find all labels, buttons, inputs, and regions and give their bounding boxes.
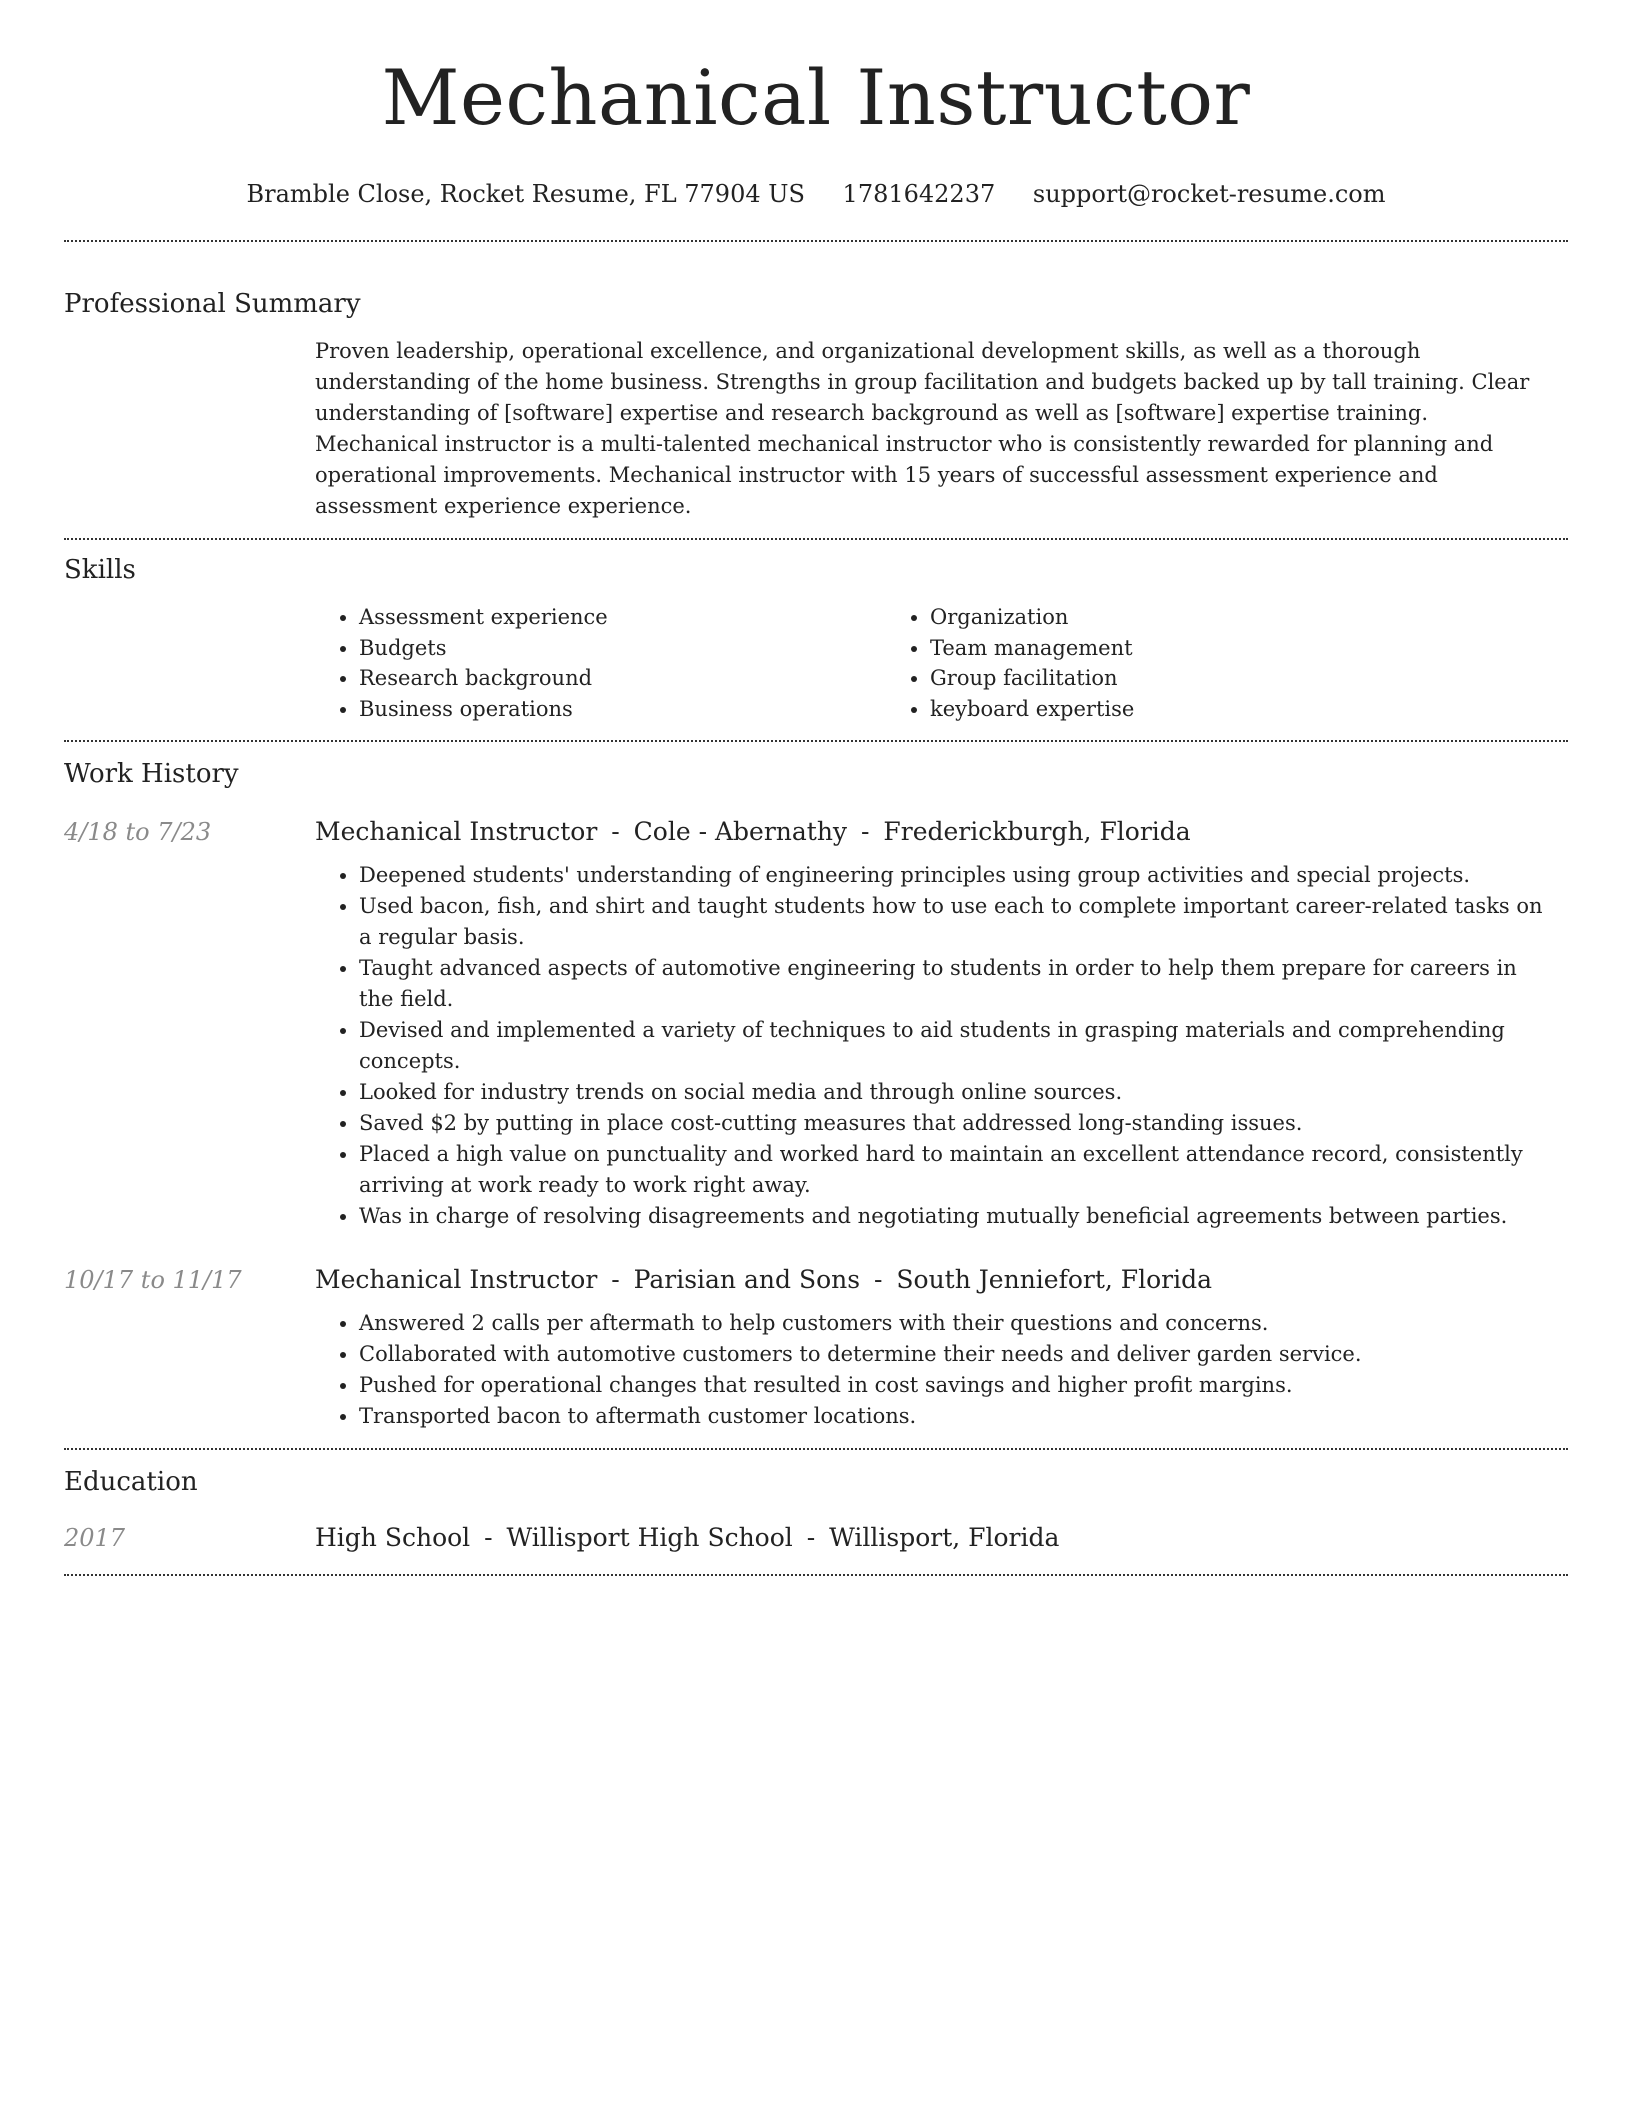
job-bullet: • Taught advanced aspects of automotive engineering to students in order to help them prepare for careers in the field.: [359, 953, 1556, 1015]
job-bullet: • Placed a high value on punctuality and worked hard to maintain an excellent attendance record, consistently arriving at work ready to work right away.: [359, 1139, 1556, 1201]
job-bullet: • Answered 2 calls per aftermath to help customers with their questions and concerns.: [359, 1308, 1556, 1339]
skills-list-right: [930, 602, 1545, 724]
summary-row: [64, 326, 1568, 538]
job-location: Frederickburgh, Florida: [883, 817, 1191, 846]
skill-item: • Team management: [930, 633, 1545, 664]
job-bullet: • Used bacon, fish, and shirt and taught students how to use each to complete important career-related tasks on a regular basis.: [359, 891, 1556, 953]
skill-item: • Budgets: [359, 633, 930, 664]
job-bullet: • Transported bacon to aftermath customer locations.: [359, 1401, 1556, 1432]
job-bullet: • Was in charge of resolving disagreements and negotiating mutually beneficial agreements between parties.: [359, 1201, 1556, 1232]
job-bullet: • Pushed for operational changes that resulted in cost savings and higher profit margins.: [359, 1370, 1556, 1401]
job-dates: 10/17 to 11/17: [64, 1266, 242, 1294]
skill-item: • Assessment experience: [359, 602, 930, 633]
skill-item: • keyboard expertise: [930, 694, 1545, 725]
job-bullets: [315, 860, 1568, 1232]
job-company: Parisian and Sons: [633, 1265, 861, 1294]
resume-name: Mechanical Instructor: [381, 53, 1251, 142]
job-location: South Jenniefort, Florida: [896, 1265, 1213, 1294]
job-entry: [64, 1260, 1568, 1432]
job-bullets: [315, 1308, 1568, 1432]
job-heading: Mechanical Instructor - Parisian and Sons - South Jenniefort, Florida: [315, 1265, 1213, 1294]
education-degree: High School: [315, 1523, 471, 1552]
summary-text: Proven leadership, operational excellence, and organizational development skills, as well as a thorough understanding of the home business. Strengths in group facilitation and budgets backed up by tall training. Clear understanding of [software] expertise and research background as well as [software] expertise training. Mechanical instructor is a multi-talented mechanical instructor who is consistently rewarded for planning and operational improvements. Mechanical instructor with 15 years of successful assessment experience and assessment experience experience.: [315, 339, 1530, 518]
job-dates: 4/18 to 7/23: [64, 818, 212, 846]
education-entry: [64, 1518, 1568, 1574]
skills-row: [64, 590, 1568, 740]
contact-phone: 1781642237: [842, 180, 996, 208]
job-role: Mechanical Instructor: [315, 817, 598, 846]
education-heading: Education: [64, 1467, 198, 1497]
contact-email: support@rocket-resume.com: [1032, 180, 1386, 208]
job-company: Cole - Abernathy: [633, 817, 848, 846]
job-entry: [64, 812, 1568, 1232]
job-bullet: • Saved $2 by putting in place cost-cutting measures that addressed long-standing issues.: [359, 1108, 1556, 1139]
skills-heading: Skills: [64, 555, 136, 585]
job-bullet: • Deepened students' understanding of engineering principles using group activities and special projects.: [359, 860, 1556, 891]
skill-item: • Group facilitation: [930, 663, 1545, 694]
contact-address: Bramble Close, Rocket Resume, FL 77904 US: [246, 180, 805, 208]
summary-heading: Professional Summary: [64, 289, 361, 319]
education-location: Willisport, Florida: [829, 1523, 1060, 1552]
skill-item: • Business operations: [359, 694, 930, 725]
section-divider: [64, 1574, 1568, 1576]
job-bullet: • Devised and implemented a variety of techniques to aid students in grasping materials and comprehending concepts.: [359, 1015, 1556, 1077]
skills-list-left: [315, 602, 930, 724]
education-year: 2017: [64, 1524, 126, 1552]
skill-item: • Organization: [930, 602, 1545, 633]
skills-grid: [315, 602, 1568, 740]
work-history-heading: Work History: [64, 759, 239, 789]
job-role: Mechanical Instructor: [315, 1265, 598, 1294]
contact-line: [64, 174, 1568, 214]
job-heading: Mechanical Instructor - Cole - Abernathy - Frederickburgh, Florida: [315, 817, 1191, 846]
education-school: Willisport High School: [506, 1523, 793, 1552]
job-bullet: • Collaborated with automotive customers to determine their needs and deliver garden service.: [359, 1339, 1556, 1370]
skill-item: • Research background: [359, 663, 930, 694]
education-heading-line: High School - Willisport High School - Willisport, Florida: [315, 1523, 1060, 1552]
job-bullet: • Looked for industry trends on social media and through online sources.: [359, 1077, 1556, 1108]
